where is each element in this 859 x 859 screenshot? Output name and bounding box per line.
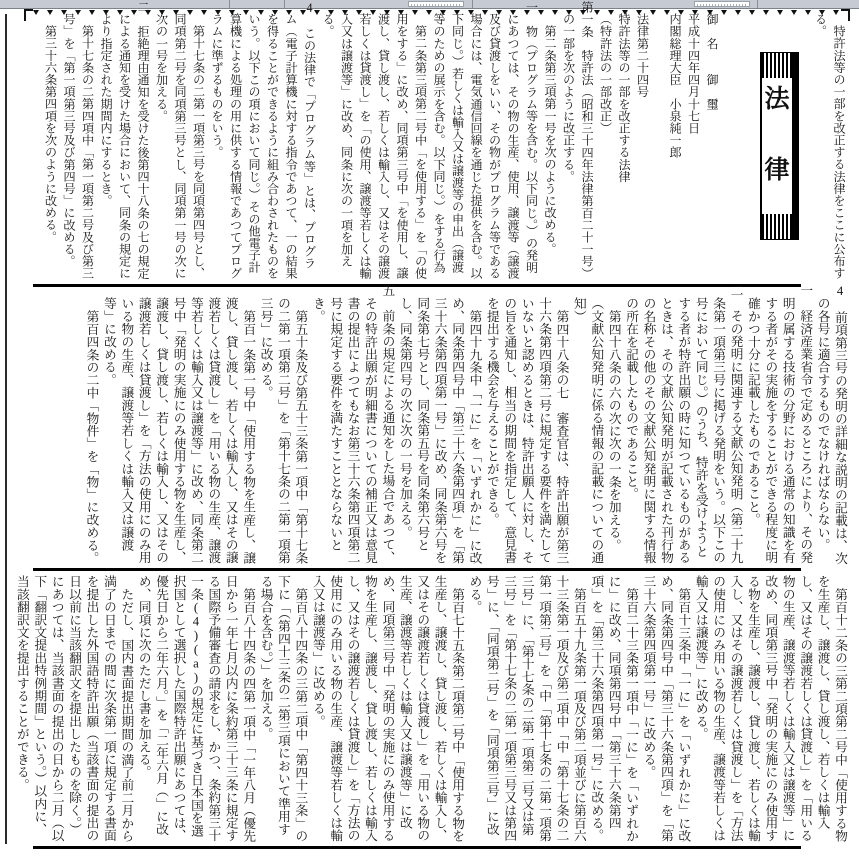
window-chrome-strip [0, 0, 859, 9]
masthead-title-char: 法 [764, 86, 790, 113]
paragraph-directive: 第百八十四条の四第一項中「一年八月（優先日から一年七月以内に条約第三十三条に規定する国際予備審査の請求をし、かつ、条約第三十一条(4)(a)の規定に基づき日本国を選択国として選択した国際特許出願にあつては、優先日から二年六月。」を「二年六月（」に改め、同項に次のただし書を加える。 [136, 575, 256, 842]
paragraph-item: 二 拒絶理由通知を受けた後第四十八条の七の規定による通知を受けた場合において、同条の規定により指定された期間内にするとき。 [99, 0, 150, 280]
paragraph-pub: 特許法等の一部を改正する法律をここに公布する。 [813, 13, 846, 280]
upright-glyphs: (4)(a) [188, 600, 203, 685]
paragraph-directive: 第百十二条の三第二項第二号中「使用する物を生産し、譲渡し、貸し渡し、若しくは輸入し、又はその譲渡若しくは貸渡し」を「用いる物の生産、譲渡等若しくは輸入又は譲渡等」に改め、同項第三号中「発明の実施にのみ使用する物を生産し、譲渡し、貸し渡し、若しくは輸入し、又はその譲渡若しくは貸渡し」を「方法の使用にのみ用いる物の生産、譲渡等若しくは輸入又は譲渡等」に改める。 [693, 575, 847, 842]
paragraph-directive: 第二条第三項第二号中「を使用する」を「の使用をする」に改め、同項第三号中「を使用し、譲渡し、貸し渡し、若しくは輸入し、又はその譲渡若しくは貸渡し」を「の使用、譲渡等若しくは輸入又は譲渡等」に改め、同条に次の一項を加える。 [321, 13, 428, 280]
paragraph-directive: 第二条第三項第一号を次のように改める。 [543, 25, 557, 255]
paragraph-item: 二 その発明に関連する文献公知発明（第二十九条第一項第三号に掲げる発明をいう。以下この号において同じ。）のうち、特許を受けようとする者が特許出願の時に知つているものがあるときは、その文献公知発明が記載された刊行物の名称その他のその文献公知発明に関する情報の所在を記載したものであること。 [624, 284, 743, 564]
chrome-inset-field [694, 1, 750, 7]
paragraph-directive: 第五十条及び第五十三条第一項中「第十七条の二第一項第二号」を「第十七条の二第一項第三号」に改める。 [258, 297, 308, 564]
text-band-promulgation [26, 0, 848, 281]
upright-glyphs: 4 [833, 284, 847, 299]
paragraph-directive: 第百八十四条の三第二項中「第四十三条」の下に「（第四十三条の二第三項において準用する場合を含む。）」を加える。 [258, 575, 308, 842]
paragraph-heading: （特許法の一部改正） [598, 13, 613, 134]
paragraph-directive: 第四十八条の六の次に次の一条を加える。 [606, 309, 621, 551]
band-separator-rule [33, 568, 801, 571]
upright-glyphs: 4 [302, 0, 317, 15]
band-separator-rule [33, 846, 801, 849]
paragraph-directive: 第三十六条第四項を次のように改める。 [43, 25, 58, 243]
text-band-middle [26, 284, 848, 567]
paragraph-item: 一 経済産業省令で定めるところにより、その発明の属する技術の分野における通常の知識を有する者がその実施をすることができる程度に明確かつ十分に記載したものであること。 [745, 284, 813, 564]
paragraph-date: 平成十四年四月十七日 [686, 13, 701, 134]
chrome-separator [284, 0, 285, 8]
paragraph-qarticle: 第四十八条の七 審査官は、特許出願が第三十六条第四項第二号に規定する要件を満たしていないと認めるときは、特許出願人に対し、その旨を通知し、相当の期間を指定して、意見書を提出する機会を与えることができる。 [484, 297, 569, 564]
paragraph-paranum: 4 前項第三号の発明の詳細な説明の記載は、次の各号に適合するものでなければならない。 [815, 284, 847, 566]
chrome-inset-field [408, 1, 464, 7]
paragraph-directive: 第百七十五条第二項第二号中「使用する物を生産し、譲渡し、貸し渡し、若しくは輸入し、又はその譲渡若しくは貸渡し」を「用いる物の生産、譲渡等若しくは輸入又は譲渡等」に改め、同項第三号中「発明の実施にのみ使用する物を生産し、譲渡し、貸し渡し、若しくは輸入し、又はその譲渡若しくは貸渡し」を「方法の使用にのみ用いる物の生産、譲渡等若しくは輸入又は譲渡等」に改める。 [310, 575, 465, 842]
band-separator-rule [33, 284, 801, 287]
chrome-separator [229, 0, 230, 8]
paragraph-directive: 第十七条の二第一項第三号を同項第四号とし、同項第二号を同項第三号とし、同項第一号の次に次の一号を加える。 [154, 13, 206, 280]
chrome-separator [757, 0, 758, 8]
paragraph-title: 特許法等の一部を改正する法律 [617, 13, 631, 183]
paragraph-minister: 内閣総理大臣 小泉純一郎 [668, 13, 682, 159]
paragraph-heading: （文献公知発明に係る情報の記載についての通知） [571, 297, 604, 564]
paragraph-lawno: 法律第二十四号 [635, 13, 650, 98]
paragraph-directive: 第百四条の二中「物件」を「物」に改める。 [84, 309, 99, 564]
chrome-separator [472, 0, 473, 8]
page-edge-rule [5, 14, 7, 844]
paragraph-gyoji: 御 名 御 璽 [705, 13, 719, 110]
paragraph-directive: 第十七条の二第四項中「第一項第二号及び第三号」を「第一項第三号及び第四号」に改める。 [62, 13, 95, 280]
paragraph-directive: 第四十九条中「一に」を「いずれかに」に改め、同条第四号中「第三十六条第四項」を「第三十六条第四項第一号」に改め、同条第六号を同条第七号とし、同条第五号を同条第六号とし、同条第四号の次に次の一号を加える。 [397, 297, 482, 564]
paragraph-item: 一 物（プログラム等を含む。以下同じ。）の発明にあつては、その物の生産、使用、譲渡等（譲渡及び貸渡しをいい、その物がプログラム等である場合には、電気通信回線を通じた提供を含む。以下同じ。）若しくは輸入又は譲渡等の申出（譲渡等のための展示を含む。以下同じ。）をする行為 [432, 0, 539, 280]
paragraph-paranum: 4 この法律で「プログラム等」とは、プログラム（電子計算機に対する指令であつて、一の結果を得ることができるように組み合わされたものをいう。以下この項において同じ。）その他電子計算機による処理の用に供する情報であつてプログラムに準ずるものをいう。 [210, 0, 317, 280]
paragraph-item: 五 前条の規定による通知をした場合であつて、その特許出願が明細書についての補正又は意見書の提出によつてもなお第三十六条第四項第二号に規定する要件を満たすこととならないとき。 [310, 284, 395, 564]
text-band-bottom [14, 575, 848, 845]
paragraph-directive: 第百一条第一号中「使用する物を生産し、譲渡し、貸し渡し、若しくは輸入し、又はその譲渡若しくは貸渡し」を「用いる物の生産、譲渡等若しくは輸入又は譲渡等」に改め、同条第二号中「発明の実施にのみ使用する物を生産し、譲渡し、貸し渡し、若しくは輸入し、又はその譲渡若しくは貸渡し」を「方法の使用にのみ用いる物の生産、譲渡等若しくは輸入又は譲渡等」に改める。 [101, 297, 256, 564]
paragraph-directive: 第百五十九条第一項及び第二項並びに第百六十三条第一項及び第二項中「中「第十七条の二第一項第二号」を「中「第十七条の二第一項第三号」に、「第十七条の二第一項第二号又は第三号」を「第十七条の二第一項第三号又は第四号」に、「同項第二号」を「同項第三号」に改める。 [467, 575, 586, 842]
paragraph-article: 第一条 特許法（昭和三十四年法律第百二十一号）の一部を次のように改正する。 [561, 0, 594, 280]
paragraph-proviso: ただし、国内書面提出期間の満了前二月から満了の日までの間に次条第一項に規定する書面を提出した外国語特許出願（当該書面の提出の日以前に当該翻訳文を提出したものを除く。）にあつては、当該書面の提出の日から二月（以下「翻訳文提出特例期間」という。）以内に、当該翻訳文を提出することができる。 [14, 575, 134, 842]
paragraph-directive: 第百二十三条第一項中「一に」を「いずれかに」に改め、同項第四号中「第三十六条第四項」を「第三十六条第四項第一号」に改める。 [589, 575, 639, 842]
paragraph-directive: 第百十三条中「一に」を「いずれかに」に改め、同条第四号中「第三十六条第四項」を「第三十六条第四項第一号」に改める。 [641, 575, 691, 842]
masthead-title-char: 律 [764, 157, 790, 184]
